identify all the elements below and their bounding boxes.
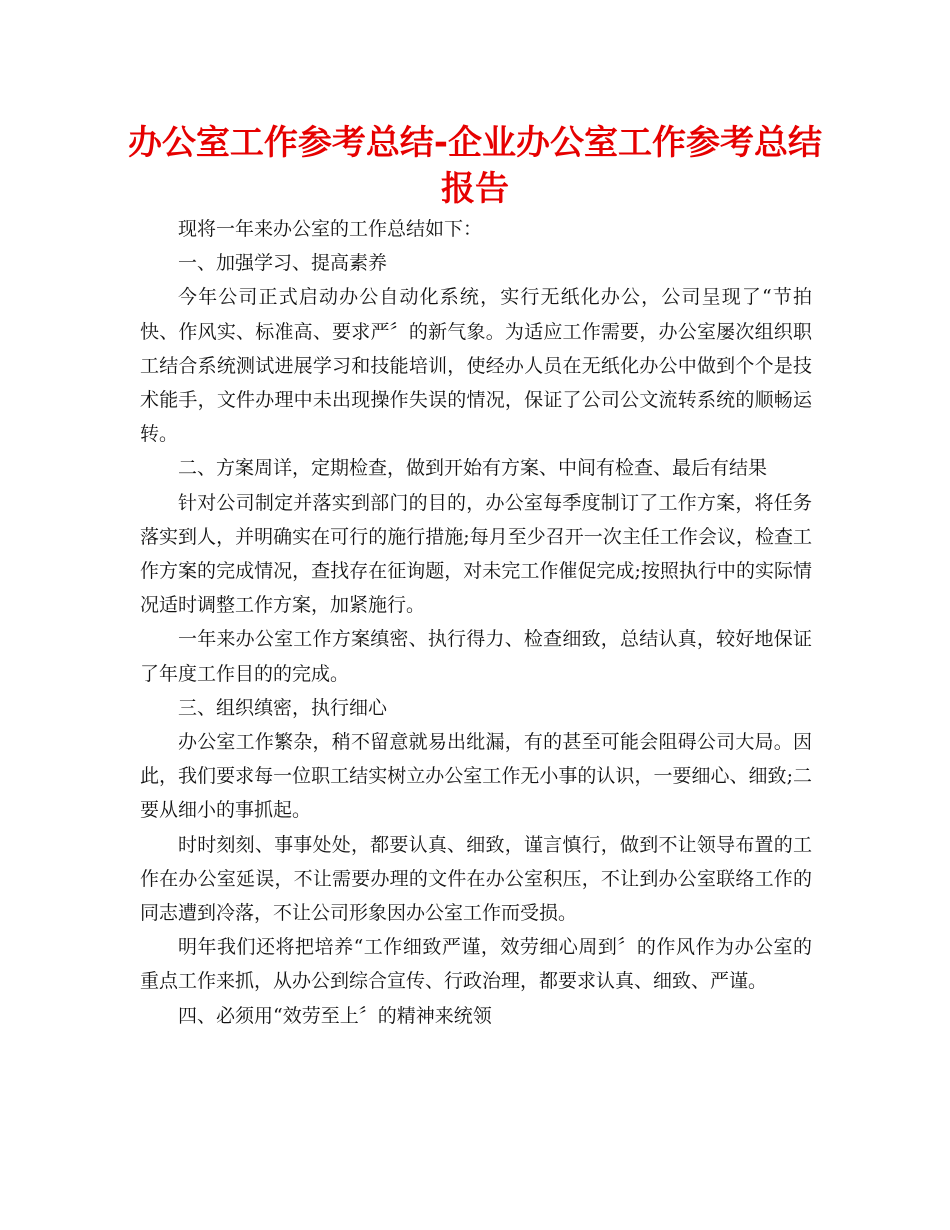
section-heading-3: 三、组织缜密，执行细心 [178,696,388,719]
paragraph: 时时刻刻、事事处处，都要认真、细致，谨言慎行，做到不让领导布置的工作在办公室延误，不让需要办理的文件在办公室积压，不让到办公室联络工作的同志遭到冷落，不让公司形象因办公室工作而受损。 [140,833,812,925]
paragraph: 办公室工作繁杂，稍不留意就易出纰漏，有的甚至可能会阻碍公司大局。因此，我们要求每一位职工结实树立办公室工作无小事的认识，一要细心、细致;二要从细小的事抓起。 [140,731,812,822]
paragraph-intro: 现将一年来办公室的工作总结如下： [178,218,483,240]
section-heading-1: 一、加强学习、提高素养 [178,252,388,275]
paragraph: 明年我们还将把培养“工作细致严谨，效劳细心周到〞的作风作为办公室的重点工作来抓，从办公到综合宣传、行政治理，都要求认真、细致、严谨。 [140,936,812,993]
section-heading-4: 四、必须用“效劳至上〞的精神来统领 [178,1004,492,1027]
section-heading-2: 二、方案周详，定期检查，做到开始有方案、中间有检查、最后有结果 [178,457,768,480]
document-body [140,212,812,1033]
paragraph: 今年公司正式启动办公自动化系统，实行无纸化办公，公司呈现了“节拍快、作风实、标准高、要求严〞的新气象。为适应工作需要，办公室屡次组织职工结合系统测试进展学习和技能培训，使经办人员在无纸化办公中做到个个是技术能手，文件办理中未出现操作失误的情况，保证了公司公文流转系统的顺畅运转。 [140,286,812,446]
paragraph: 针对公司制定并落实到部门的目的，办公室每季度制订了工作方案，将任务落实到人，并明确实在可行的施行措施;每月至少召开一次主任工作会议，检查工作方案的完成情况，查找存在征询题，对未完工作催促完成;按照执行中的实际情况适时调整工作方案，加紧施行。 [140,491,812,617]
document-title: 办公室工作参考总结-企业办公室工作参考总结报告 [127,123,823,209]
paragraph: 一年来办公室工作方案缜密、执行得力、检查细致，总结认真，较好地保证了年度工作目的的完成。 [140,628,812,685]
